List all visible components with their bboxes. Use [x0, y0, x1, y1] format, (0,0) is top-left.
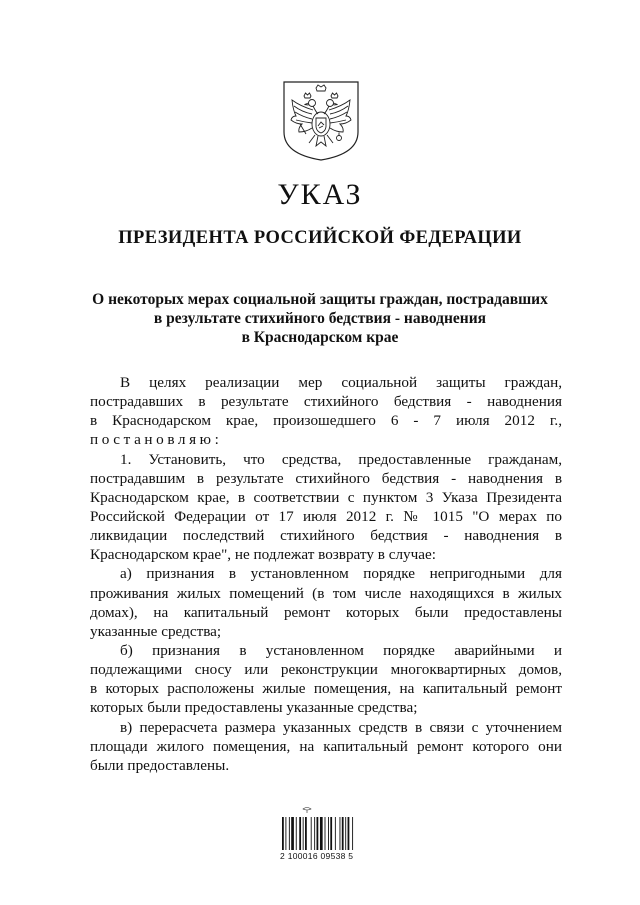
body-line: пострадавших в результате стихийного бедствия - наводнения [90, 393, 562, 411]
body-line: были предоставлены. [90, 756, 230, 774]
barcode-bar [296, 817, 297, 850]
decree-heading [80, 290, 560, 347]
barcode-bar [325, 817, 326, 850]
barcode-bar [330, 817, 332, 850]
body-line: Краснодарском крае", не подлежат возврату в случае: [90, 546, 436, 564]
body-line: в которых расположены жилые помещения, на капитальный ремонт [90, 680, 562, 698]
document-subtitle: ПРЕЗИДЕНТА РОССИЙСКОЙ ФЕДЕРАЦИИ [118, 228, 522, 248]
document-title: УКАЗ [277, 178, 363, 211]
barcode-bar [303, 817, 304, 850]
body-line: Российской Федерации от 17 июля 2012 г. № 1015 "О мерах по [90, 507, 562, 525]
decree-body [90, 373, 562, 775]
body-line: которых были предоставлены указанные средства; [90, 699, 418, 717]
body-line: а) признания в установленном порядке непригодными для [120, 565, 562, 583]
body-line: 1. Установить, что средства, предоставленные гражданам, [120, 450, 562, 468]
barcode-bar [305, 817, 307, 850]
body-line: б) признания в установленном порядке аварийными и [120, 641, 562, 659]
barcode-bar [348, 817, 350, 850]
body-line: Краснодарском крае, в соответствии с пунктом 3 Указа Президента [90, 488, 562, 506]
body-line: в Краснодарском крае, произошедшего 6 - 7 июля 2012 г., [90, 412, 562, 430]
barcode-bar [299, 817, 301, 850]
barcode-bar [340, 817, 341, 850]
barcode-number: 2 100016 09538 5 [280, 851, 354, 861]
barcode-bar [289, 817, 290, 850]
barcode-bar [342, 817, 344, 850]
body-line: домах), на капитальный ремонт которых были предоставлены [90, 603, 562, 621]
barcode-bar [282, 817, 284, 850]
barcode-bar [335, 817, 336, 850]
barcode-bar [328, 817, 329, 850]
barcode-bar [345, 817, 346, 850]
body-line: проживания жилых помещений (в том числе находящихся в жилых [90, 584, 562, 602]
resolution-word: постановляю: [90, 431, 223, 449]
body-line: указанные средства; [90, 622, 222, 640]
body-line: площади жилого помещения, на капитальный ремонт которого они [90, 737, 562, 755]
barcode-bar [311, 817, 312, 850]
heading-line: О некоторых мерах социальной защиты граждан, пострадавших [92, 291, 548, 308]
body-line: подлежащими сносу или реконструкции многоквартирных домов, [90, 661, 562, 679]
barcode-bar [285, 817, 286, 850]
barcode-bar [320, 817, 323, 850]
barcode-bar [291, 817, 294, 850]
body-line: ликвидации последствий стихийного бедствия - наводнения в [90, 527, 562, 545]
heading-line: в Краснодарском крае [241, 329, 399, 346]
coat-of-arms-emblem [282, 80, 360, 162]
body-line: пострадавшим в результате стихийного бедствия - наводнения в [90, 469, 562, 487]
heading-line: в результате стихийного бедствия - наводнения [153, 310, 487, 327]
body-line: В целях реализации мер социальной защиты граждан, [120, 374, 562, 391]
barcode-bar [314, 817, 315, 850]
barcode-bar [352, 817, 353, 850]
barcode-bar [317, 817, 319, 850]
body-line: в) перерасчета размера указанных средств в связи с уточнением [120, 718, 562, 736]
